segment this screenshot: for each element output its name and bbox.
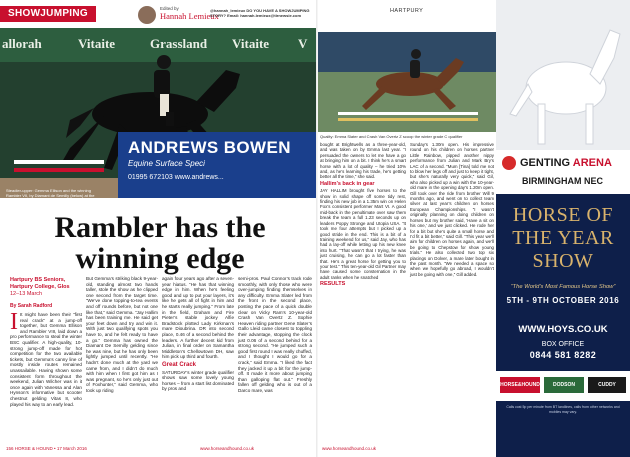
event-venue: Hartpury College, Glos bbox=[10, 284, 70, 290]
venue-name-2: ARENA bbox=[572, 157, 612, 169]
column-text: But Gemma’s striking black 9-year-old, standing almost two hands taller, stole the show as he clipped one second from the target time. “We’ve done topping-to-tea events and off rounds before, but not one like that,” said Gemma. “Jay Hallim has been training me. He said get your feet down and try and win it. With just two qualifying spots you have to, and he felt ready to have a go.” Gemma has owned the Diamant De Semilly gelding since he was nine, but he has only been lightly jumped until recently. “He hadn’t done much at the yard we came from, and I didn’t do much with him when I first got him as I was pregnant, so he’s only just out of Foxhunter,” said Gemma, who took up riding bbox=[86, 276, 158, 393]
photo-caption: Steadier-upper: Gemma Ellison and the winning Rambler VII, by Diamant de Semilly (below) at the Winter-WEC qualifier: “We’re ready for now on,” says Gemma bbox=[6, 188, 95, 208]
venue-city: BIRMINGHAM NEC bbox=[522, 176, 603, 186]
footer-url: www.horseandhound.co.uk bbox=[322, 446, 377, 451]
box-office-phone[interactable]: 0844 581 8282 bbox=[529, 350, 597, 360]
subheading: Hallim’s back in gear bbox=[320, 180, 375, 187]
article-column-5 bbox=[320, 142, 406, 442]
column-text: It might have been their “first real crack” at a jump-off together, but Gemma Ellison and Rambler VIII, laid down a pro performance to steal the winter BSC qualifier. A high-quality, 10-strong jump-off made for hot competition for the two available tickets, but Gemma’s canny line of mostly inside routes remained unassailable. Having shown some consistent form throughout the weekend, Julian Wilcher was in it once again with Vanessa and Alan Hynson’s informative but scooter chestnut gelding Vitas 8, who played his way to an early lead. bbox=[10, 312, 82, 407]
advert-small-print: Calls cost 5p per minute from BT landlines, calls from other networks and mobiles may vary. bbox=[506, 405, 620, 414]
sign-word: allorah bbox=[2, 36, 42, 51]
advert-horse-illustration bbox=[496, 0, 630, 150]
column-text: JAY HALLIM brought five horses to the show in solid shape off some tidy rest, finding his new job in a 1.35m win on Helen Fox’s consistent performer Mart VI. A good mid-back in the penultimate over saw them break the team a full 1.23 seconds up on leaders Poppy Stronge and Utopia USA. “It took me four attempts but I picked up a good stride in the end. This is a bit of a training weekend for us,” said Jay, who has had a lay-off while letting up his new knee into hurt. “That wasn’t that I trying, he was just cruising, he can go a lot faster than that. He’s a great horse for getting you to your test.” This ten-year-old Gil Partner may have caused some consternation in the adult ranks when he snatched bbox=[320, 188, 406, 280]
article-column-3 bbox=[162, 276, 234, 444]
column-text: semi-pros. Paul Connor’s track rode smoothly, with only those who were over-jumping finding themselves in any difficulty. Emma Slater led from the front in the second place, posting the pace of a quick double clear on Vicky Ram’s 10-year-old Crash Van Overtz Z. Sophie Heaven riding partner Gene Slater’s Gallo Lleid came closest to toppling their advantage, stopping the clock just 0.06 of a second behind for a strong second. “He jumped such a good first round I was really chuffed, and I thought I would go for a crack,” said Emma. “I liked the fact they jacked it up a bit for the jump-off. It made it more about jumping than galloping flat out.” Freshly fallen off gelding who is out of a Darco mare, was bbox=[238, 276, 312, 393]
page-footer: 156 HORSE & HOUND • 17 March 2016 bbox=[6, 446, 87, 451]
hoys-advert[interactable] bbox=[496, 0, 630, 457]
article-column-6 bbox=[410, 142, 494, 442]
section-tag: HARTPURY bbox=[390, 8, 424, 14]
board-title: ANDREWS BOWEN bbox=[128, 138, 291, 157]
article-column-2 bbox=[86, 276, 158, 444]
right-page bbox=[318, 0, 630, 457]
event-meta bbox=[10, 277, 80, 298]
results-heading: RESULTS bbox=[320, 281, 346, 288]
sponsor-logo: DODSON bbox=[544, 377, 584, 393]
sponsor-strip bbox=[496, 371, 630, 401]
sponsor-board bbox=[118, 132, 316, 198]
genting-arena-logo bbox=[496, 150, 630, 194]
advert-title: HORSE OF THE YEAR SHOW bbox=[512, 204, 614, 272]
box-office-label: BOX OFFICE bbox=[541, 341, 585, 348]
byline: By Sarah Radford bbox=[10, 303, 53, 309]
sign-word: V bbox=[298, 36, 308, 51]
column-text: bought at Brightwells as a three-year-old, and was taken on by Emma last year. “I persuaded the owners to let me have a go at bringing him on a bit. I think he’s a smart horse with a lot of quality – he tried 10% and, as he’s learning his trade, he’s getting better all the time,” she said. bbox=[320, 142, 406, 180]
column-text: again four years ago after a seven-year hiatus. “He has that winning edge in him. When he’s feeling good and up to put your layers, it’s like he gets all of fight in him and he starts really jumping.” From late in the field, Graham and Fire Pieter’s stable jockey Alfie Bradstock plotted Lady Kirkman’s mare Dioubrina. DR into second place, 0.46 of a second behind the leaders. A further decent kid from Julian, in final order on Samantha Middleton’s Chellowtown DH, saw him pick up third and fourth. bbox=[162, 276, 234, 360]
editor-name: Hannah Lemieux bbox=[160, 11, 219, 21]
event-dates: 12–13 March bbox=[10, 291, 43, 297]
photo-caption: Quality: Emma Slater and Crash Van Overtz Z scoop the winter grade C qualifier bbox=[320, 134, 463, 139]
editor-note: @hannah_lemieux DO YOU HAVE A SHOWJUMPING STORY? Email: hannah.lemieux@tirnewsie.com bbox=[210, 8, 310, 18]
advert-photo bbox=[496, 0, 630, 150]
sponsor-logo: HORSE&HOUND bbox=[500, 377, 540, 393]
edited-by-label: Edited by bbox=[160, 6, 179, 11]
sign-word: Vitaite bbox=[78, 36, 116, 51]
article-column-4 bbox=[238, 276, 312, 444]
advert-url-link[interactable]: WWW.HOYS.CO.UK bbox=[518, 324, 608, 335]
article-column-1 bbox=[10, 309, 82, 444]
headline: Rambler has the winning edge bbox=[54, 211, 266, 275]
board-contact: 01995 672103 www.andrews... bbox=[128, 174, 224, 181]
editor-avatar bbox=[138, 6, 156, 24]
drop-cap: I bbox=[10, 309, 18, 335]
sponsor-logo: CUDDY bbox=[588, 377, 626, 393]
jumping-horse-illustration bbox=[318, 32, 496, 132]
venue-name bbox=[520, 157, 612, 169]
event-name: Hartpury BS Seniors, bbox=[10, 277, 66, 283]
subheading: Great Crack bbox=[162, 361, 197, 368]
secondary-photo bbox=[318, 32, 496, 132]
sign-word: Grassland bbox=[150, 36, 208, 51]
sign-word: Vitaite bbox=[232, 36, 270, 51]
advert-dates: 5TH - 9TH OCTOBER 2016 bbox=[506, 296, 620, 305]
genting-mark-icon bbox=[502, 156, 516, 170]
section-tag: SHOWJUMPING bbox=[0, 6, 96, 22]
board-subtitle: Equine Surface Speci bbox=[128, 159, 205, 168]
column-text: Sunday’s 1.30m open. His impressive round on his children on horses partner Little Rainbow, pipped another nippy performance from Julian and Mark Bry’s LAC of a second. “Mum [Tina] told me not to blow her legs off and just to keep it tight, but she’s naturally very quick,” said Gil, who also picked up a win with the 10-year-old mare in the opening day’s 1.20m open. Gill took over the ride from brother Will 9 months ago, and went on to collect team silver at last year’s children on horses European Championships. “I wasn’t originally planning on doing children on horses but my brother said, ‘Have a sit on his one,’ and we just clicked. He rode her for a bit but she’s quite a small horse and I’d fit a bit better,” said Gill. “This year we’ll aim for children on horses again, and we’ll be going to Chepstow for show young trials.” He also collected two top six placings on Dolver, a mare later bought in the past month. “We needed a space so when we hopefully go abroad, I wouldn’t just be going with one,” Gill added. bbox=[410, 142, 494, 277]
column-text: SATURDAY’s winter grade qualifier shows saw some lovely young horses – from a start list dominated by pros and bbox=[162, 369, 234, 392]
advert-tagline: “The World’s Most Famous Horse Show” bbox=[510, 284, 616, 290]
editor-block bbox=[138, 6, 316, 26]
footer-url: www.horseandhound.co.uk bbox=[200, 446, 255, 451]
venue-name-1: GENTING bbox=[520, 157, 571, 169]
main-photo bbox=[0, 28, 316, 208]
